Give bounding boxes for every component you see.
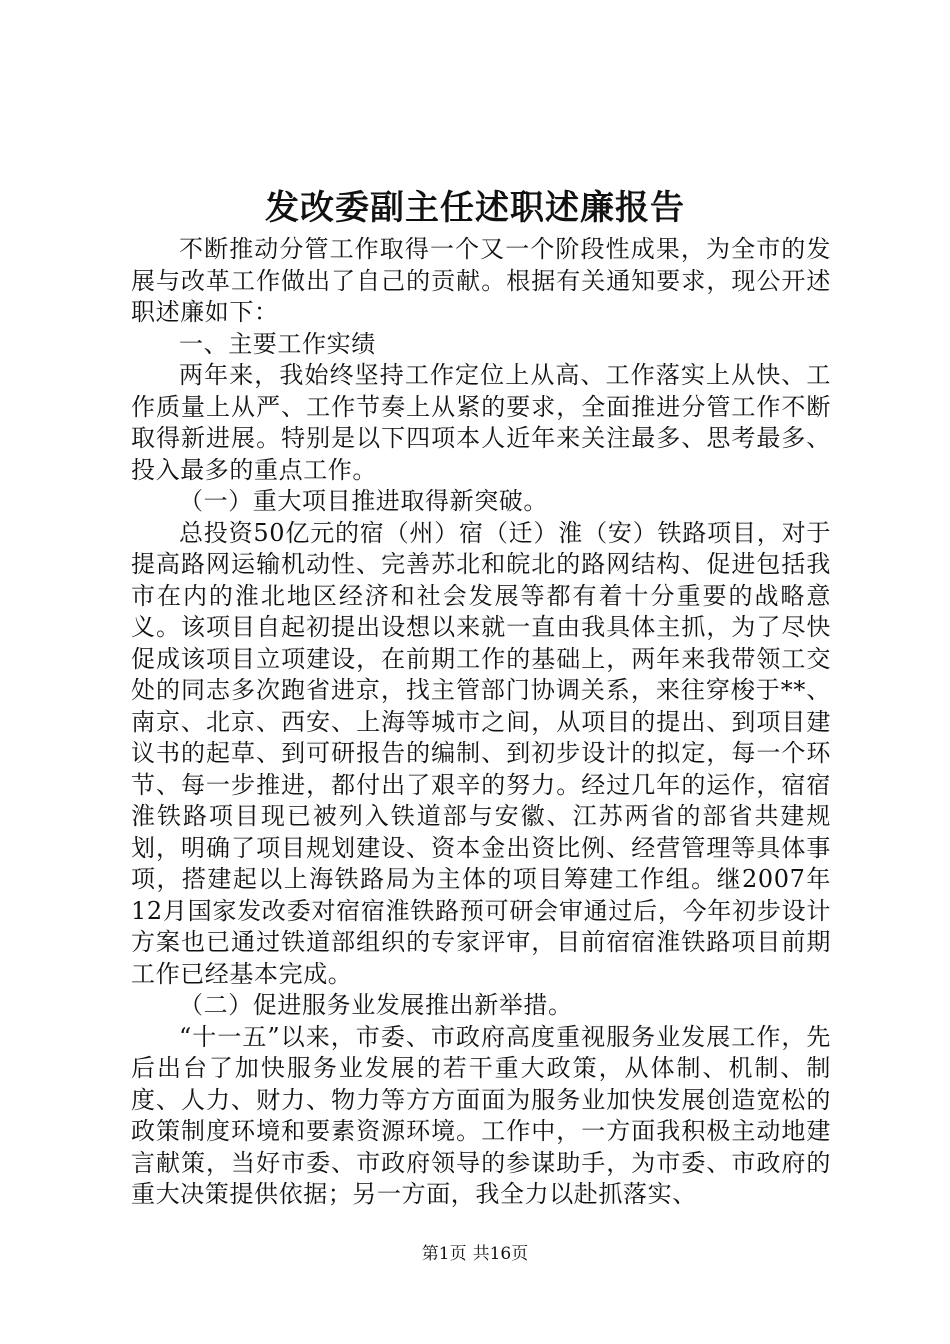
paragraph-railway-project: 总投资50亿元的宿（州）宿（迁）淮（安）铁路项目，对于提高路网运输机动性、完善苏北和皖北的路网结构、促进包括我市在内的淮北地区经济和社会发展等都有着十分重要的战略意义。该项目自起初提出设想以来就一直由我具体主抓，为了尽快促成该项目立项建设，在前期工作的基础上，两年来我带领工交处的同志多次跑省进京，找主管部门协调关系，来往穿梭于**、南京、北京、西安、上海等城市之间，从项目的提出、到项目建议书的起草、到可研报告的编制、到初步设计的拟定，每一个环节、每一步推进，都付出了艰辛的努力。经过几年的运作，宿宿淮铁路项目现已被列入铁道部与安徽、江苏两省的部省共建规划，明确了项目规划建设、资本金出资比例、经营管理等具体事项，搭建起以上海铁路局为主体的项目筹建工作组。继2007年12月国家发改委对宿宿淮铁路预可研会审通过后，今年初步设计方案也已通过铁道部组织的专家评审，目前宿宿淮铁路项目前期工作已经基本完成。	[131, 518, 831, 988]
document-title: 发改委副主任述职述廉报告	[265, 188, 685, 228]
page-number: 第1页	[421, 1244, 467, 1264]
subsection-heading-service-industry: （二）促进服务业发展推出新举措。	[179, 991, 573, 1019]
paragraph-service-industry: “十一五”以来，市委、市政府高度重视服务业发展工作，先后出台了加快服务业发展的若干重大政策，从体制、机制、制度、人力、财力、物力等方方面面为服务业加快发展创造宽松的政策制度环境和要素资源环境。工作中，一方面我积极主动地建言献策，当好市委、市政府领导的参谋助手，为市委、市政府的重大决策提供依据；另一方面，我全力以赴抓落实、	[131, 1022, 831, 1208]
page-footer	[0, 1243, 950, 1265]
page-total: 共16页	[472, 1244, 529, 1264]
document-body	[131, 234, 831, 1211]
paragraph-intro: 不断推动分管工作取得一个又一个阶段性成果，为全市的发展与改革工作做出了自己的贡献。根据有关通知要求，现公开述职述廉如下：	[131, 235, 831, 326]
paragraph-two-years: 两年来，我始终坚持工作定位上从高、工作落实上从快、工作质量上从严、工作节奏上从紧的要求，全面推进分管工作不断取得新进展。特别是以下四项本人近年来关注最多、思考最多、投入最多的重点工作。	[131, 361, 831, 484]
subsection-heading-major-projects: （一）重大项目推进取得新突破。	[179, 487, 548, 515]
section-heading-main-achievements: 一、主要工作实绩	[179, 329, 376, 358]
